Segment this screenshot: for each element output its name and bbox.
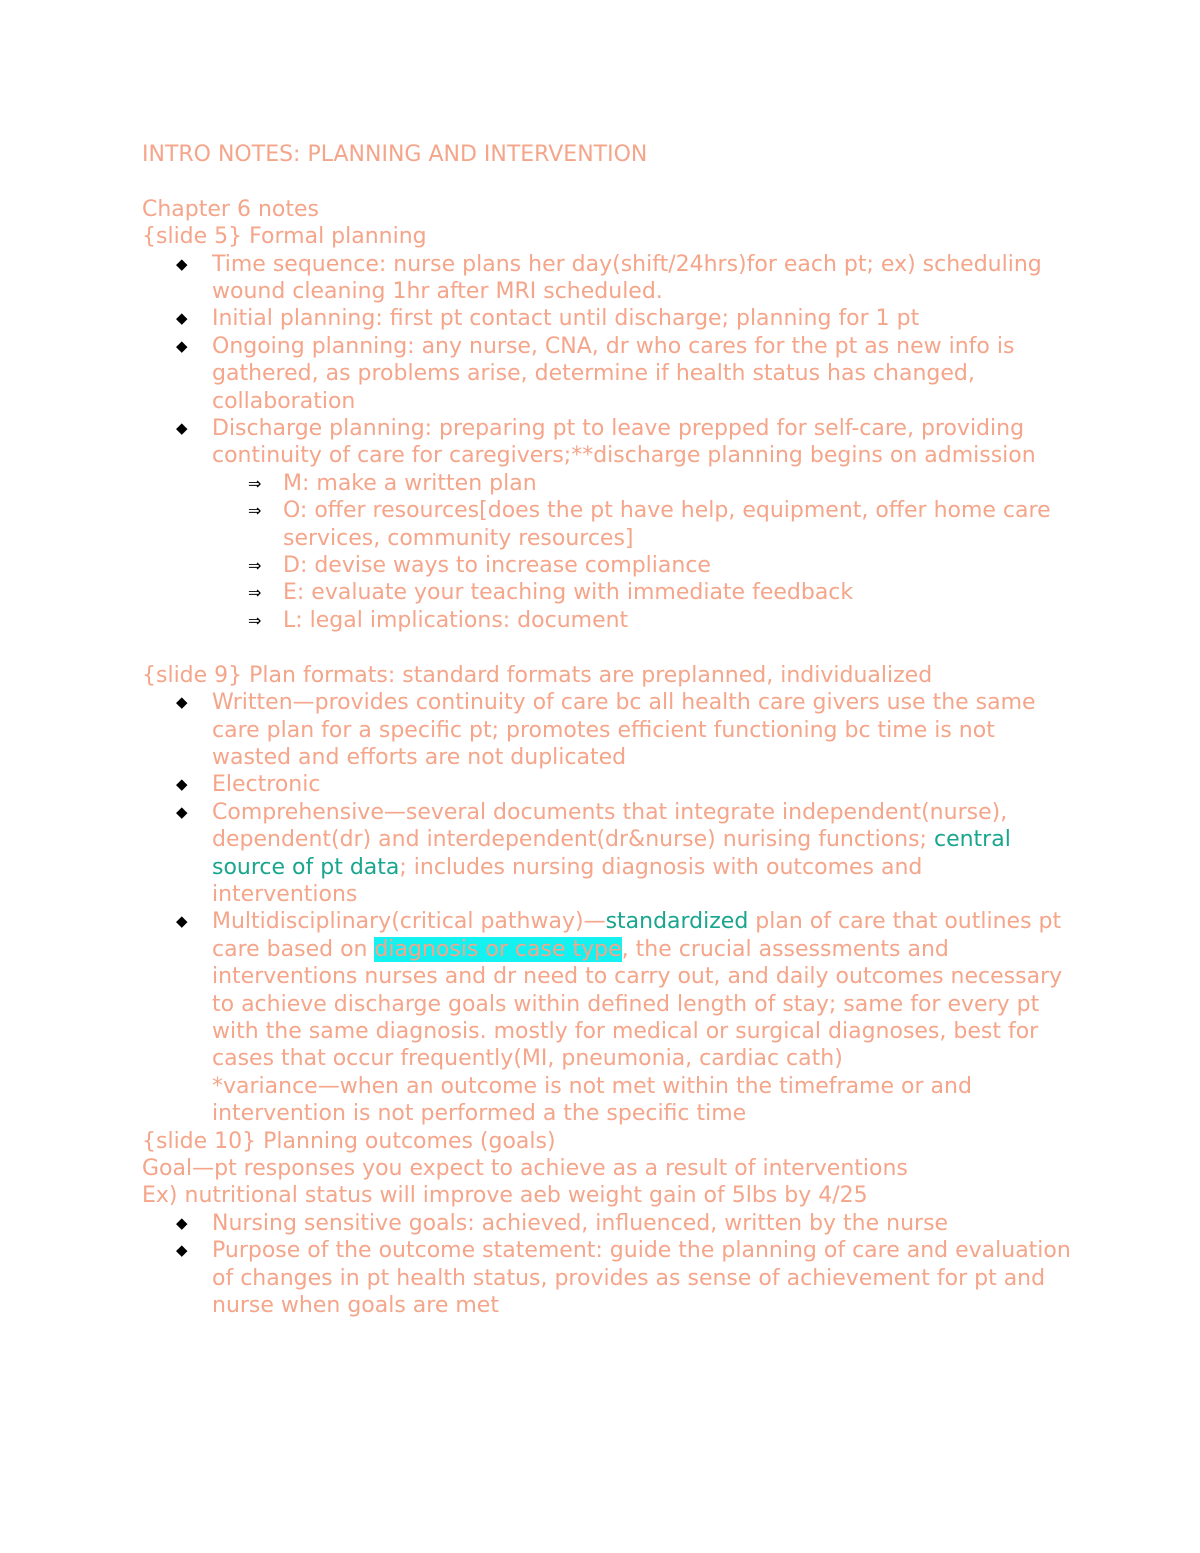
- sub-list-item: [248, 470, 1072, 497]
- diamond-bullet-icon: ◆: [176, 1213, 188, 1232]
- diamond-bullet-icon: ◆: [176, 419, 188, 438]
- list-item: [176, 1210, 1072, 1237]
- diamond-bullet-icon: ◆: [176, 254, 188, 273]
- list-item-text: Initial planning: first pt contact until discharge; planning for 1 pt: [212, 306, 920, 332]
- sub-list-item-text: D: devise ways to increase compliance: [283, 553, 711, 579]
- diamond-bullet-icon: ◆: [176, 802, 188, 821]
- list-item-text: Purpose of the outcome statement: guide the planning of care and evaluation of changes in pt health status, provides as sense of achievement for pt and nurse when goals are met: [212, 1238, 1071, 1319]
- diamond-bullet-icon: ◆: [176, 775, 188, 794]
- list-item: [176, 333, 1072, 415]
- list-item: [176, 1237, 1072, 1319]
- list-item: [176, 799, 1072, 909]
- sub-list-item-text: E: evaluate your teaching with immediate feedback: [283, 580, 854, 606]
- sub-list-item-text: L: legal implications: document: [283, 607, 629, 633]
- list-item: [176, 689, 1072, 771]
- slide-10-heading: {slide 10} Planning outcomes (goals): [142, 1128, 556, 1154]
- diamond-bullet-icon: ◆: [176, 693, 188, 712]
- planning-outcomes-list: [142, 1210, 1072, 1320]
- document-title: INTRO NOTES: PLANNING AND INTERVENTION: [142, 142, 648, 167]
- plan-formats-list: [142, 689, 1072, 1128]
- diamond-bullet-icon: ◆: [176, 336, 188, 355]
- sub-list-item: [248, 579, 1072, 606]
- sub-list-item: [248, 497, 1072, 552]
- list-item-text: Nursing sensitive goals: achieved, influenced, written by the nurse: [212, 1210, 949, 1236]
- list-item-text: Comprehensive—several documents that integrate independent(nurse), dependent(dr) and interdependent(dr&nurse) nurising functions;: [212, 799, 1008, 853]
- emphasis-text: central source of pt data: [212, 827, 1011, 880]
- list-item-text: , the crucial assessments and interventions nurses and dr need to carry out, and daily outcomes necessary to achieve discharge goals within defined length of stay; same for every pt with the same diagnosis. mostly for medical or surgical diagnoses, best for cases that occur frequently(MI, pneumonia, cardiac cath): [212, 936, 1063, 1072]
- blank-line: [142, 634, 1072, 661]
- variance-note: *variance—when an outcome is not met within the timeframe or and intervention is not performed a the specific time: [212, 1073, 972, 1127]
- list-item: [176, 251, 1072, 306]
- slide-5-heading: {slide 5} Formal planning: [142, 224, 427, 250]
- highlighted-text: diagnosis or case type: [374, 936, 622, 962]
- blank-line: [142, 168, 1072, 195]
- chapter-label: Chapter 6 notes: [142, 196, 319, 222]
- list-item-text: Ongoing planning: any nurse, CNA, dr who cares for the pt as new info is gathered, as problems arise, determine if health status has changed, collaboration: [212, 333, 1015, 414]
- double-arrow-icon: ⇒: [248, 583, 262, 603]
- diamond-bullet-icon: ◆: [176, 912, 188, 931]
- goal-definition: Goal—pt responses you expect to achieve as a result of interventions: [142, 1156, 908, 1181]
- list-item-text: Written—provides continuity of care bc all health care givers use the same care plan for a specific pt; promotes efficient functioning bc time is not wasted and efforts are not duplicated: [212, 690, 1036, 770]
- list-item: [176, 305, 1072, 332]
- list-item-text: Discharge planning: preparing pt to leave prepped for self-care, providing continuity of care for caregivers;**discharge planning begins on admission: [212, 416, 1036, 469]
- double-arrow-icon: ⇒: [248, 473, 262, 493]
- sub-list-item: [248, 552, 1072, 579]
- list-item-text: Electronic: [212, 772, 321, 798]
- list-item-text: Multidisciplinary(critical pathway)—: [212, 909, 606, 935]
- list-item-text: Time sequence: nurse plans her day(shift/24hrs)for each pt; ex) scheduling wound cleaning 1hr after MRI scheduled.: [212, 251, 1042, 305]
- model-sublist: [212, 470, 1072, 634]
- list-item-text: plan of care that outlines pt care based on: [212, 909, 1062, 962]
- list-item-text: ; includes nursing diagnosis with outcomes and interventions: [212, 854, 923, 907]
- diamond-bullet-icon: ◆: [176, 1241, 188, 1260]
- sub-list-item-text: M: make a written plan: [283, 470, 537, 496]
- list-item: [176, 908, 1072, 1127]
- slide-9-heading: {slide 9} Plan formats: standard formats are preplanned, individualized: [142, 662, 933, 688]
- goal-example: Ex) nutritional status will improve aeb weight gain of 5lbs by 4/25: [142, 1183, 868, 1209]
- sub-list-item: [248, 607, 1072, 634]
- emphasis-text: standardized: [605, 909, 749, 935]
- sub-list-item-text: O: offer resources[does the pt have help, equipment, offer home care services, community resources]: [283, 498, 1051, 551]
- double-arrow-icon: ⇒: [248, 556, 262, 576]
- formal-planning-list: [142, 251, 1072, 635]
- list-item: [176, 771, 1072, 798]
- list-item: [176, 415, 1072, 634]
- diamond-bullet-icon: ◆: [176, 309, 188, 328]
- double-arrow-icon: ⇒: [248, 610, 262, 630]
- document-page: [142, 141, 1072, 1319]
- double-arrow-icon: ⇒: [248, 501, 262, 521]
